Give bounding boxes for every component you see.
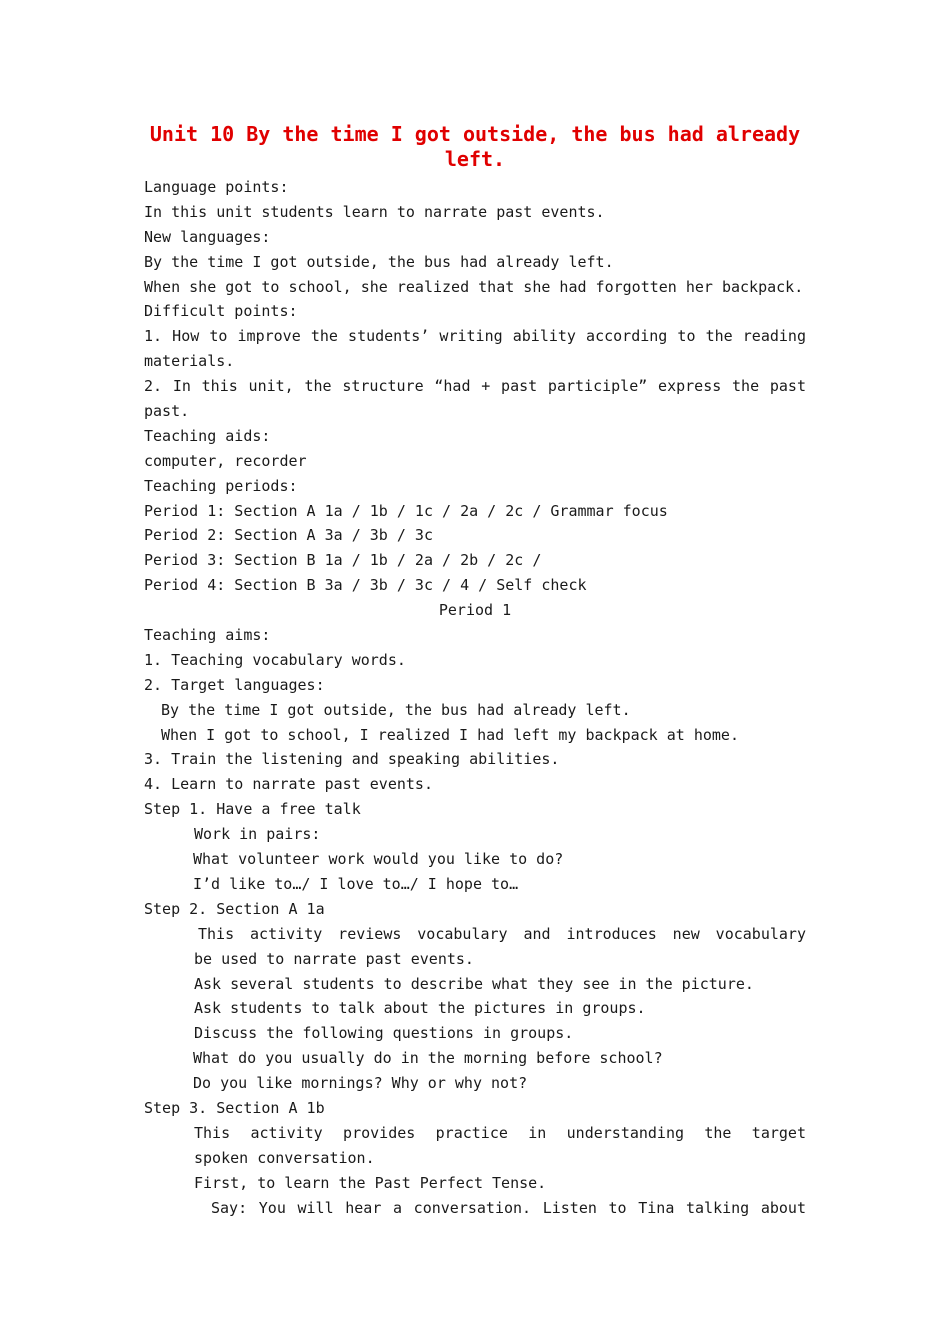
heading-teaching-periods: Teaching periods: xyxy=(144,476,298,495)
step-text: This activity reviews vocabulary and introduces new vocabulary xyxy=(198,924,806,943)
heading-language-points: Language points: xyxy=(144,178,289,196)
step-text: Discuss the following questions in groups. xyxy=(194,1024,574,1043)
heading-new-languages: New languages: xyxy=(144,227,271,246)
step-text: Ask students to talk about the pictures in groups. xyxy=(194,999,646,1018)
step-heading: Step 1. Have a free talk xyxy=(144,800,361,819)
section-heading-period-1: Period 1 xyxy=(438,601,512,620)
step-text: This activity provides practice in understanding the target xyxy=(194,1123,806,1142)
step-text: Work in pairs: xyxy=(194,825,321,844)
period-item: Period 4: Section B 3a / 3b / 3c / 4 / Self check xyxy=(144,576,587,595)
period-item: Period 1: Section A 1a / 1b / 1c / 2a / 2c / Grammar focus xyxy=(144,501,668,520)
document-title: Unit 10 By the time I got outside, the bus had already left. xyxy=(149,122,801,171)
example-sentence: By the time I got outside, the bus had already left. xyxy=(144,252,614,271)
list-item-continued: materials. xyxy=(144,352,235,371)
example-sentence: When I got to school, I realized I had left my backpack at home. xyxy=(161,725,739,744)
example-sentence: By the time I got outside, the bus had already left. xyxy=(161,700,631,719)
step-text: First, to learn the Past Perfect Tense. xyxy=(194,1173,547,1192)
step-text: I’d like to…/ I love to…/ I hope to… xyxy=(193,874,519,893)
step-text: What do you usually do in the morning before school? xyxy=(193,1049,663,1068)
list-item: 2. In this unit, the structure “had + past participle” express the past xyxy=(144,377,806,396)
paragraph: In this unit students learn to narrate past events. xyxy=(144,202,605,221)
paragraph: computer, recorder xyxy=(144,451,307,470)
step-text: Say: You will hear a conversation. Listen to Tina talking about xyxy=(211,1198,806,1217)
document-body xyxy=(144,175,806,1220)
heading-difficult-points: Difficult points: xyxy=(144,302,298,321)
heading-teaching-aims: Teaching aims: xyxy=(144,626,271,645)
heading-teaching-aids: Teaching aids: xyxy=(144,426,271,445)
step-text: Ask several students to describe what they see in the picture. xyxy=(194,974,754,993)
list-item: 3. Train the listening and speaking abilities. xyxy=(144,750,560,769)
list-item: 2. Target languages: xyxy=(144,675,325,694)
list-item-continued: past. xyxy=(144,402,190,421)
list-item: 1. Teaching vocabulary words. xyxy=(144,650,406,669)
example-sentence: When she got to school, she realized that she had forgotten her backpack. xyxy=(144,277,804,296)
step-text: Do you like mornings? Why or why not? xyxy=(193,1074,528,1093)
list-item: 1. How to improve the students’ writing ability according to the reading xyxy=(144,327,806,346)
step-text: What volunteer work would you like to do? xyxy=(193,850,564,869)
step-heading: Step 3. Section A 1b xyxy=(144,1098,325,1117)
period-item: Period 2: Section A 3a / 3b / 3c xyxy=(144,526,433,545)
list-item: 4. Learn to narrate past events. xyxy=(144,775,433,794)
step-text: spoken conversation. xyxy=(194,1148,375,1167)
step-text: be used to narrate past events. xyxy=(194,949,474,968)
step-heading: Step 2. Section A 1a xyxy=(144,899,325,918)
period-item: Period 3: Section B 1a / 1b / 2a / 2b / 2c / xyxy=(144,551,542,570)
